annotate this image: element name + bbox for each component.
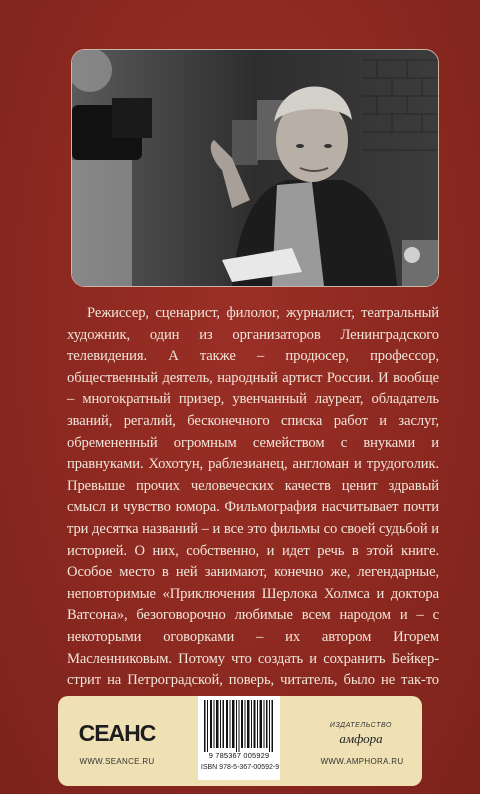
seance-logo-icon: СЕАНС bbox=[78, 720, 156, 746]
seance-url: WWW.SEANCE.RU bbox=[79, 757, 155, 766]
amphora-logo-icon: амфора bbox=[339, 731, 383, 746]
amphora-label: ИЗДАТЕЛЬСТВО bbox=[329, 722, 393, 729]
amphora-url: WWW.AMPHORA.RU bbox=[320, 757, 404, 766]
director-photo bbox=[71, 49, 439, 287]
book-description bbox=[67, 303, 439, 713]
barcode-digits: 9 785367 005929 bbox=[208, 751, 270, 760]
photo-director-on-set bbox=[72, 50, 438, 286]
description-text: Режиссер, сценарист, филолог, журналист, театральный художник, один из организаторов Ленинградского телевидения. А также – продюсер, профессор, общественный деятель, народный артист России. И вообще – многократный призер, увенчанный лауреат, обладатель званий, регалий, бесконечного списка работ и заслуг, обремененный огромным семейством с внуками и правнуками. Хохотун, раблезианец, англоман и трудоголик. Превыше прочих человеческих качеств ценит здравый смысл и чувство юмора. Фильмография насчитывает почти три десятка названий – и все это фильмы со своей судьбой и историей. О них, собственно, и идет речь в этой книге. Особое место в ней занимают, конечно же, легендарные, неповторимые «Приключения Шерлока Холмса и доктора Ватсона», безоговорочно любимые всем народом и – с некоторыми оговорками – их автором Игорем Масленниковым. Потому что создать и сохранить Бейкер-стрит на Петроградской, поверь, читатель, было не так-то bbox=[67, 305, 439, 689]
publisher-panel bbox=[58, 696, 422, 786]
isbn-number: ISBN 978-5-367-00592-9 bbox=[200, 764, 280, 771]
